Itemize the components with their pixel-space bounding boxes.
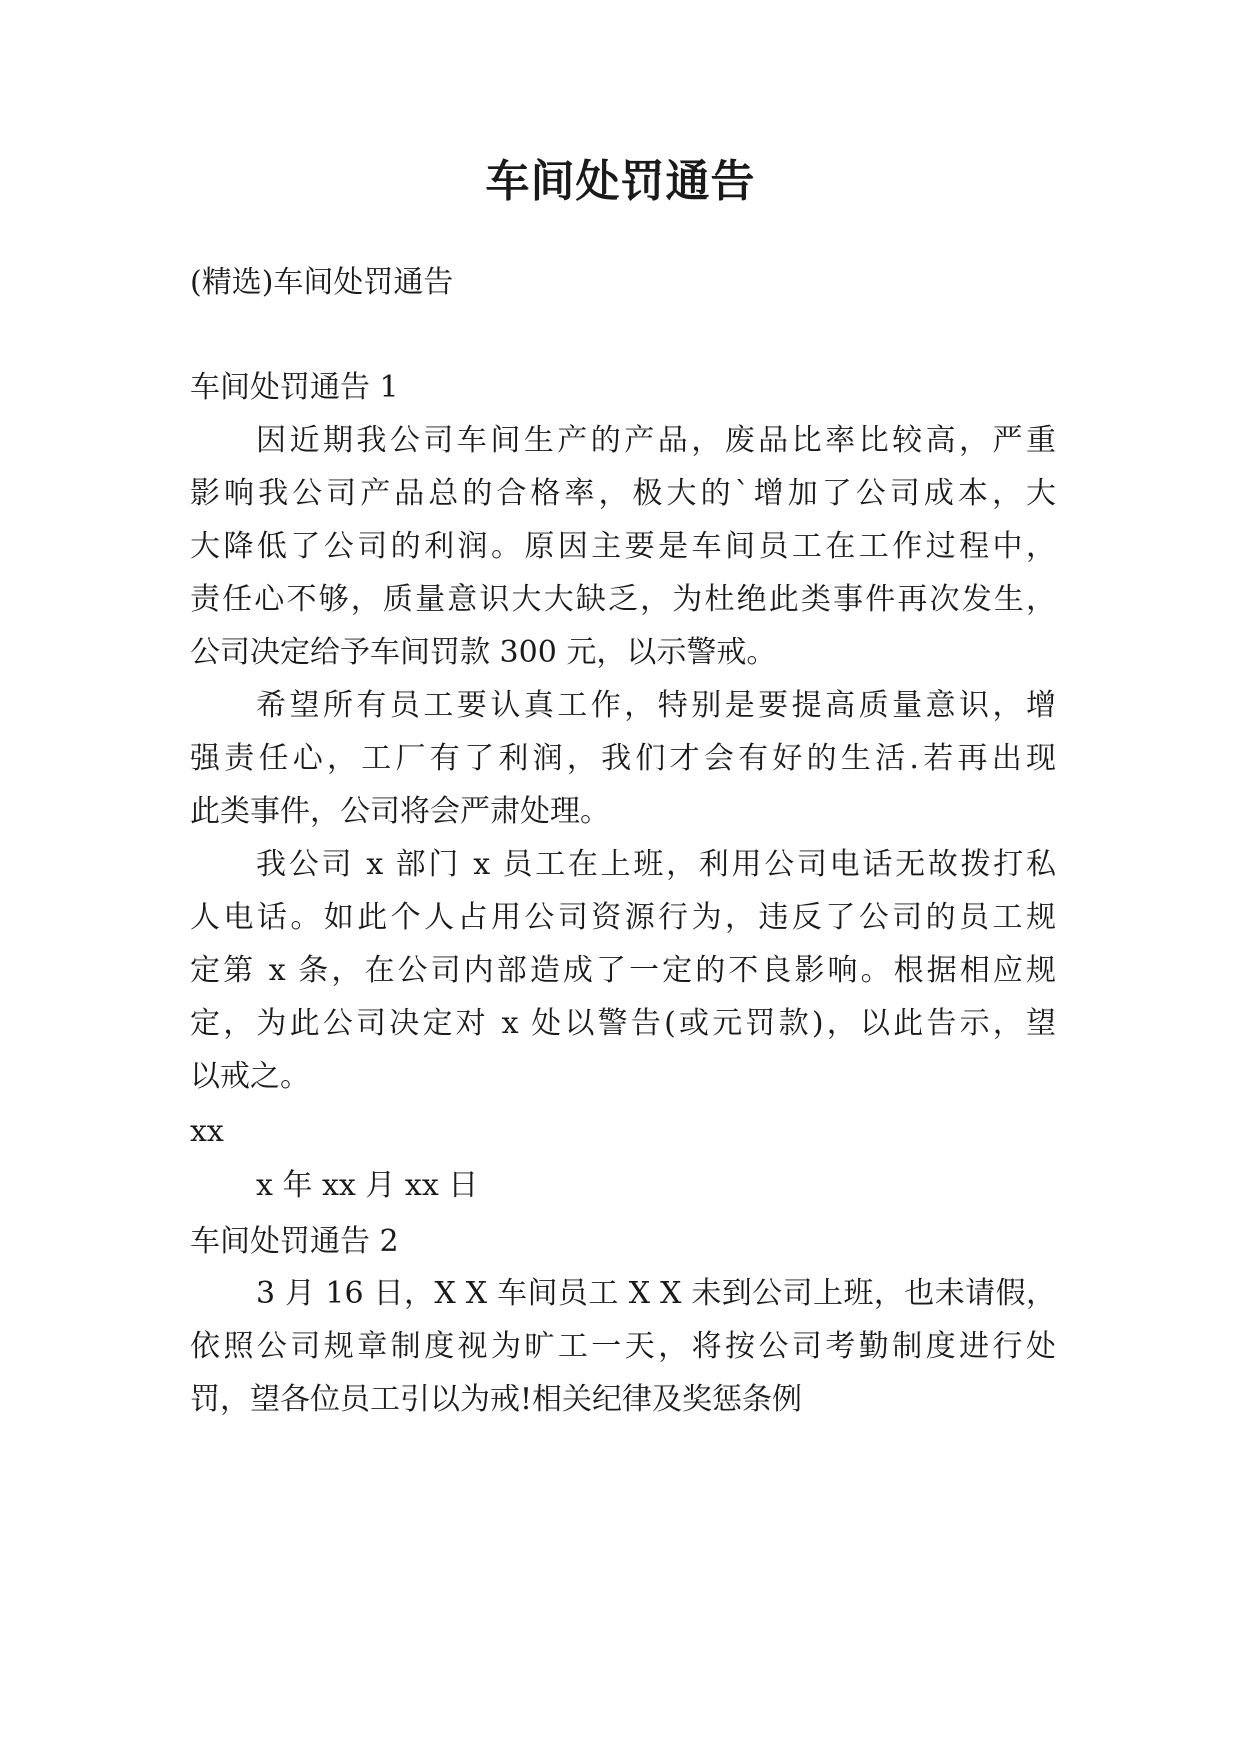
section-1-paragraph-1-line: 因近期我公司车间生产的产品，废品比率比较高，严重 [256,423,1056,458]
section-2-paragraph-1-line: 依照公司规章制度视为旷工一天，将按公司考勤制度进行处 [190,1329,1056,1364]
section-1-paragraph-3-line: 我公司 x 部门 x 员工在上班，利用公司电话无故拨打私 [256,847,1056,882]
section-2-paragraph-1-line: 罚，望各位员工引以为戒!相关纪律及奖惩条例 [190,1382,803,1417]
section-1-paragraph-3-line: 以戒之。 [190,1059,310,1094]
section-1-paragraph-1-line: 公司决定给予车间罚款 300 元，以示警戒。 [190,635,777,670]
section-1-paragraph-2-line: 此类事件，公司将会严肃处理。 [190,794,610,829]
section-1-date: x 年 xx 月 xx 日 [256,1168,479,1203]
section-1-paragraph-2-line: 强责任心，工厂有了利润，我们才会有好的生活.若再出现 [190,741,1056,776]
section-2-heading: 车间处罚通告 2 [190,1224,399,1259]
section-1-paragraph-1-line: 大降低了公司的利润。原因主要是车间员工在工作过程中， [190,529,1056,564]
section-1-signature: xx [190,1114,224,1149]
section-1-paragraph-3-line: 人电话。如此个人占用公司资源行为，违反了公司的员工规 [190,900,1056,935]
section-1-paragraph-3-line: 定，为此公司决定对 x 处以警告(或元罚款)，以此告示，望 [190,1006,1056,1041]
section-1-heading: 车间处罚通告 1 [190,370,399,405]
section-1-paragraph-1-line: 责任心不够，质量意识大大缺乏，为杜绝此类事件再次发生， [190,582,1056,617]
section-1-paragraph-3-line: 定第 x 条，在公司内部造成了一定的不良影响。根据相应规 [190,953,1056,988]
section-1-paragraph-2-line: 希望所有员工要认真工作，特别是要提高质量意识，增 [256,688,1056,723]
document-subtitle: (精选)车间处罚通告 [190,265,454,300]
section-2-paragraph-1-line: 3 月 16 日，X X 车间员工 X X 未到公司上班，也未请假， [256,1276,1056,1311]
section-1-paragraph-1-line: 影响我公司产品总的合格率，极大的`增加了公司成本，大 [190,476,1056,511]
document-title: 车间处罚通告 [485,156,756,207]
